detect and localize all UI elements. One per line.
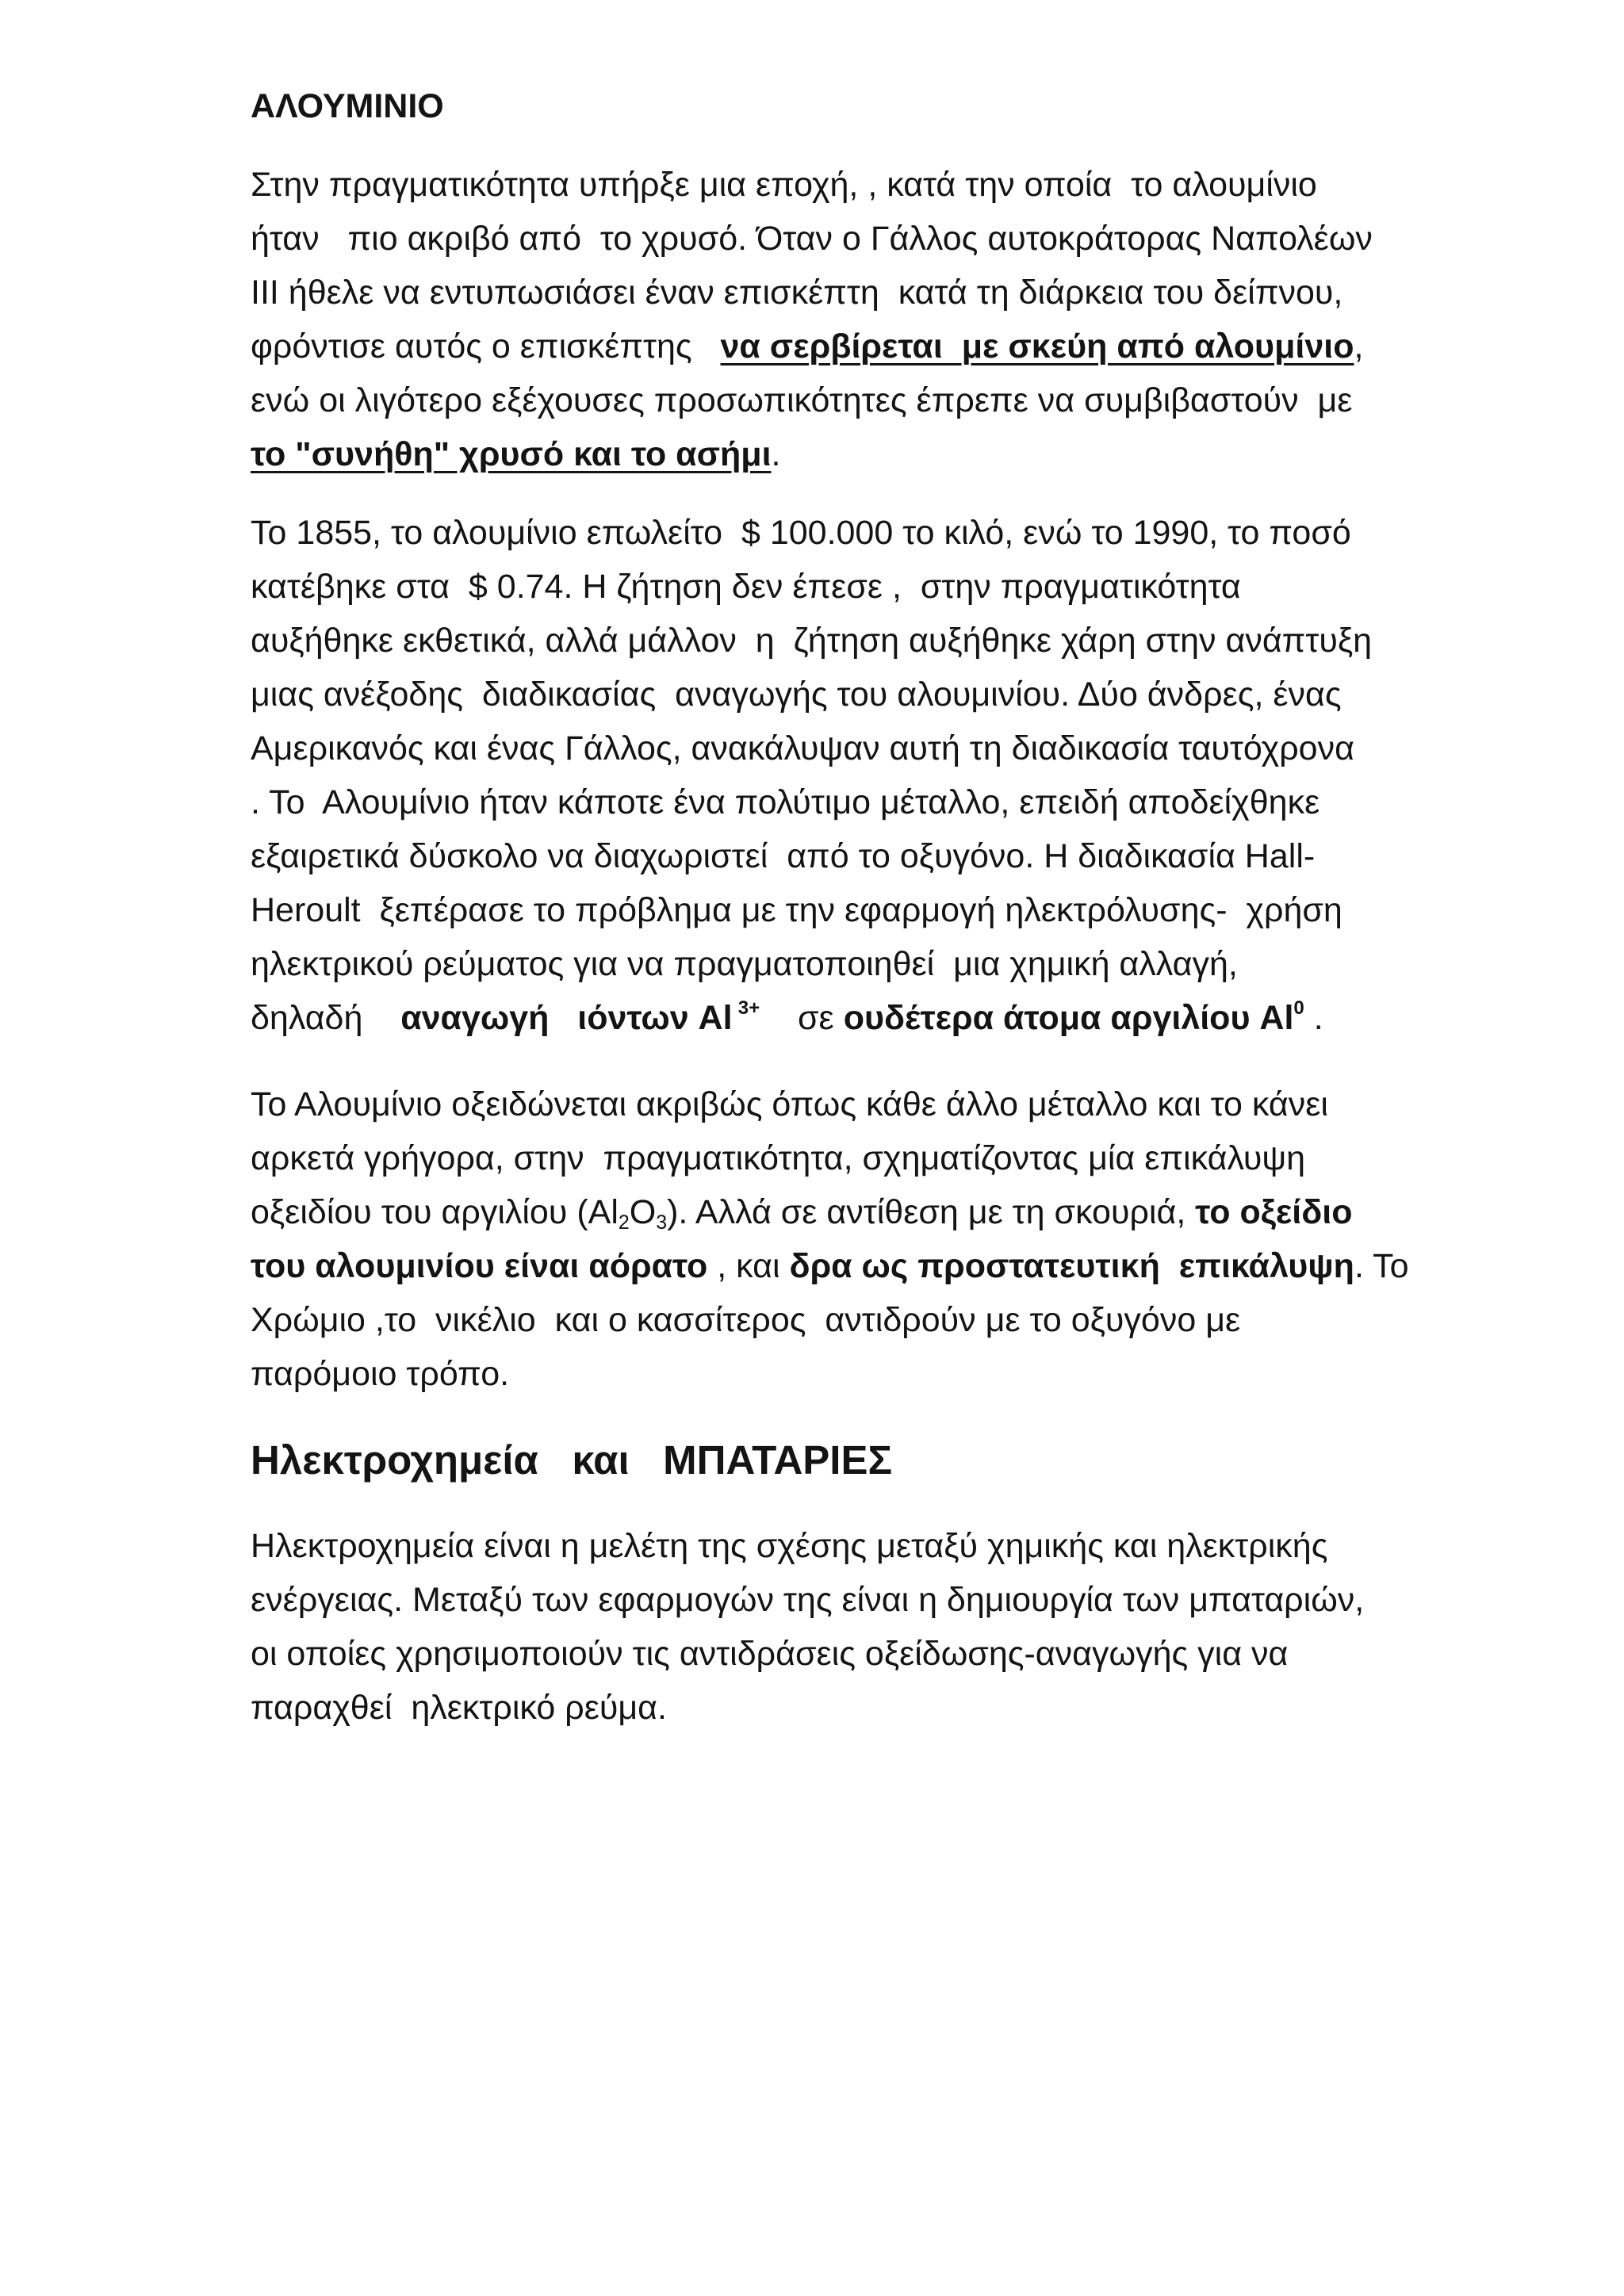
text-run: οξειδίου του αργιλίου (Al bbox=[251, 1193, 619, 1231]
emphasis-phrase: αναγωγή ιόντων Al bbox=[400, 999, 733, 1037]
text-line bbox=[251, 1573, 1364, 1627]
text-run: κατέβηκε στα $ 0.74. Η ζήτηση δεν έπεσε , στην πραγματικότητα bbox=[251, 568, 1241, 606]
text-line bbox=[251, 158, 1373, 212]
text-line bbox=[251, 266, 1373, 320]
emphasis-underlined-phrase: να σερβίρεται με σκεύη από αλουμίνιο bbox=[720, 327, 1354, 365]
text-line bbox=[251, 883, 1372, 937]
text-run: Heroult ξεπέρασε το πρόβλημα με την εφαρμογή ηλεκτρόλυσης- χρήση bbox=[251, 891, 1342, 929]
text-run: ήταν πιο ακριβό από το χρυσό. Όταν ο Γάλλος αυτοκράτορας Ναπολέων bbox=[251, 220, 1373, 258]
text-run: παραχθεί ηλεκτρικό ρεύμα. bbox=[251, 1689, 667, 1727]
text-run: Ηλεκτροχημεία είναι η μελέτη της σχέσης μεταξύ χημικής και ηλεκτρικής bbox=[251, 1527, 1328, 1565]
text-run: αυξήθηκε εκθετικά, αλλά μάλλον η ζήτηση αυξήθηκε χάρη στην ανάπτυξη bbox=[251, 622, 1373, 660]
charge-superscript: 3+ bbox=[737, 997, 760, 1020]
text-line bbox=[251, 320, 1373, 373]
formula-subscript: 3 bbox=[656, 1211, 668, 1234]
text-run: . bbox=[1304, 999, 1323, 1037]
paragraph-electrochemistry bbox=[251, 1519, 1364, 1735]
text-line bbox=[251, 212, 1373, 266]
heading-text: Ηλεκτροχημεία και ΜΠΑΤΑΡΙΕΣ bbox=[251, 1437, 893, 1483]
text-run: ηλεκτρικού ρεύματος για να πραγματοποιηθεί μια χημική αλλαγή, bbox=[251, 945, 1238, 983]
charge-superscript: 0 bbox=[1293, 997, 1304, 1020]
text-run: οι οποίες χρησιμοποιούν τις αντιδράσεις οξείδωσης-αναγωγής για να bbox=[251, 1635, 1289, 1673]
text-line bbox=[251, 427, 1373, 481]
text-line bbox=[251, 1681, 1364, 1735]
text-run: , και bbox=[707, 1247, 790, 1285]
emphasis-phrase: ουδέτερα άτομα αργιλίου Al bbox=[843, 999, 1294, 1037]
text-line bbox=[251, 1519, 1364, 1573]
text-run: ). Αλλά σε αντίθεση με τη σκουριά, bbox=[667, 1193, 1196, 1231]
text-line bbox=[251, 373, 1373, 427]
emphasis-underlined-phrase: το "συνήθη" χρυσό και το ασήμι bbox=[251, 435, 772, 473]
text-line bbox=[251, 1239, 1409, 1293]
text-run: δηλαδή bbox=[251, 999, 401, 1037]
text-run: Στην πραγματικότητα υπήρξε μια εποχή, , κατά την οποία το αλουμίνιο bbox=[251, 166, 1317, 204]
title-text: ΑΛΟΥΜΙΝΙΟ bbox=[251, 87, 444, 125]
text-run: φρόντισε αυτός ο επισκέπτης bbox=[251, 327, 721, 365]
emphasis-phrase: δρα ως προστατευτική επικάλυψη bbox=[789, 1247, 1354, 1285]
emphasis-phrase: το οξείδιο bbox=[1195, 1193, 1353, 1231]
text-line bbox=[251, 1077, 1409, 1131]
text-run: O bbox=[629, 1193, 657, 1231]
text-run: . bbox=[771, 435, 781, 473]
text-run: III ήθελε να εντυπωσιάσει έναν επισκέπτη κατά τη διάρκεια του δείπνου, bbox=[251, 274, 1343, 312]
text-run: Το 1855, το αλουμίνιο επωλείτο $ 100.000 το κιλό, ενώ το 1990, το ποσό bbox=[251, 514, 1351, 552]
text-run: . Το Αλουμίνιο ήταν κάποτε ένα πολύτιμο μέταλλο, επειδή αποδείχθηκε bbox=[251, 783, 1320, 821]
text-run: αρκετά γρήγορα, στην πραγματικότητα, σχηματίζοντας μία επικάλυψη bbox=[251, 1139, 1305, 1177]
text-run: Το Αλουμίνιο οξειδώνεται ακριβώς όπως κάθε άλλο μέταλλο και το κάνει bbox=[251, 1085, 1328, 1123]
paragraph-price-and-process bbox=[251, 506, 1372, 1045]
text-line bbox=[251, 1293, 1409, 1347]
paragraph-oxidation bbox=[251, 1077, 1409, 1401]
text-run: ενώ οι λιγότερο εξέχουσες προσωπικότητες έπρεπε να συμβιβαστούν με bbox=[251, 381, 1353, 419]
text-line bbox=[251, 1627, 1364, 1681]
text-run: . Το bbox=[1354, 1247, 1409, 1285]
text-run: Χρώμιο ,το νικέλιο και ο κασσίτερος αντιδρούν με το οξυγόνο με bbox=[251, 1301, 1241, 1339]
text-run: παρόμοιο τρόπο. bbox=[251, 1355, 510, 1393]
text-run: μιας ανέξοδης διαδικασίας αναγωγής του αλουμινίου. Δύο άνδρες, ένας bbox=[251, 675, 1342, 714]
formula-subscript: 2 bbox=[618, 1211, 630, 1234]
text-line bbox=[251, 721, 1372, 775]
text-line bbox=[251, 775, 1372, 829]
text-run: , bbox=[1354, 327, 1364, 365]
text-line bbox=[251, 614, 1372, 668]
text-run: Αμερικανός και ένας Γάλλος, ανακάλυψαν αυτή τη διαδικασία ταυτόχρονα bbox=[251, 729, 1354, 767]
text-line bbox=[251, 506, 1372, 560]
text-line bbox=[251, 1131, 1409, 1185]
document-title bbox=[251, 79, 444, 133]
text-run: σε bbox=[760, 999, 844, 1037]
text-line bbox=[251, 560, 1372, 614]
section-heading bbox=[251, 1432, 892, 1489]
text-run: ενέργειας. Μεταξύ των εφαρμογών της είναι η δημιουργία των μπαταριών, bbox=[251, 1581, 1365, 1619]
text-line bbox=[251, 1185, 1409, 1239]
text-line bbox=[251, 991, 1372, 1045]
text-line bbox=[251, 829, 1372, 883]
text-run: εξαιρετικά δύσκολο να διαχωριστεί από το οξυγόνο. Η διαδικασία Hall- bbox=[251, 837, 1316, 875]
text-line bbox=[251, 1347, 1409, 1401]
text-line bbox=[251, 937, 1372, 991]
text-line bbox=[251, 668, 1372, 721]
paragraph-history bbox=[251, 158, 1373, 481]
emphasis-phrase: του αλουμινίου είναι αόρατο bbox=[251, 1247, 708, 1285]
